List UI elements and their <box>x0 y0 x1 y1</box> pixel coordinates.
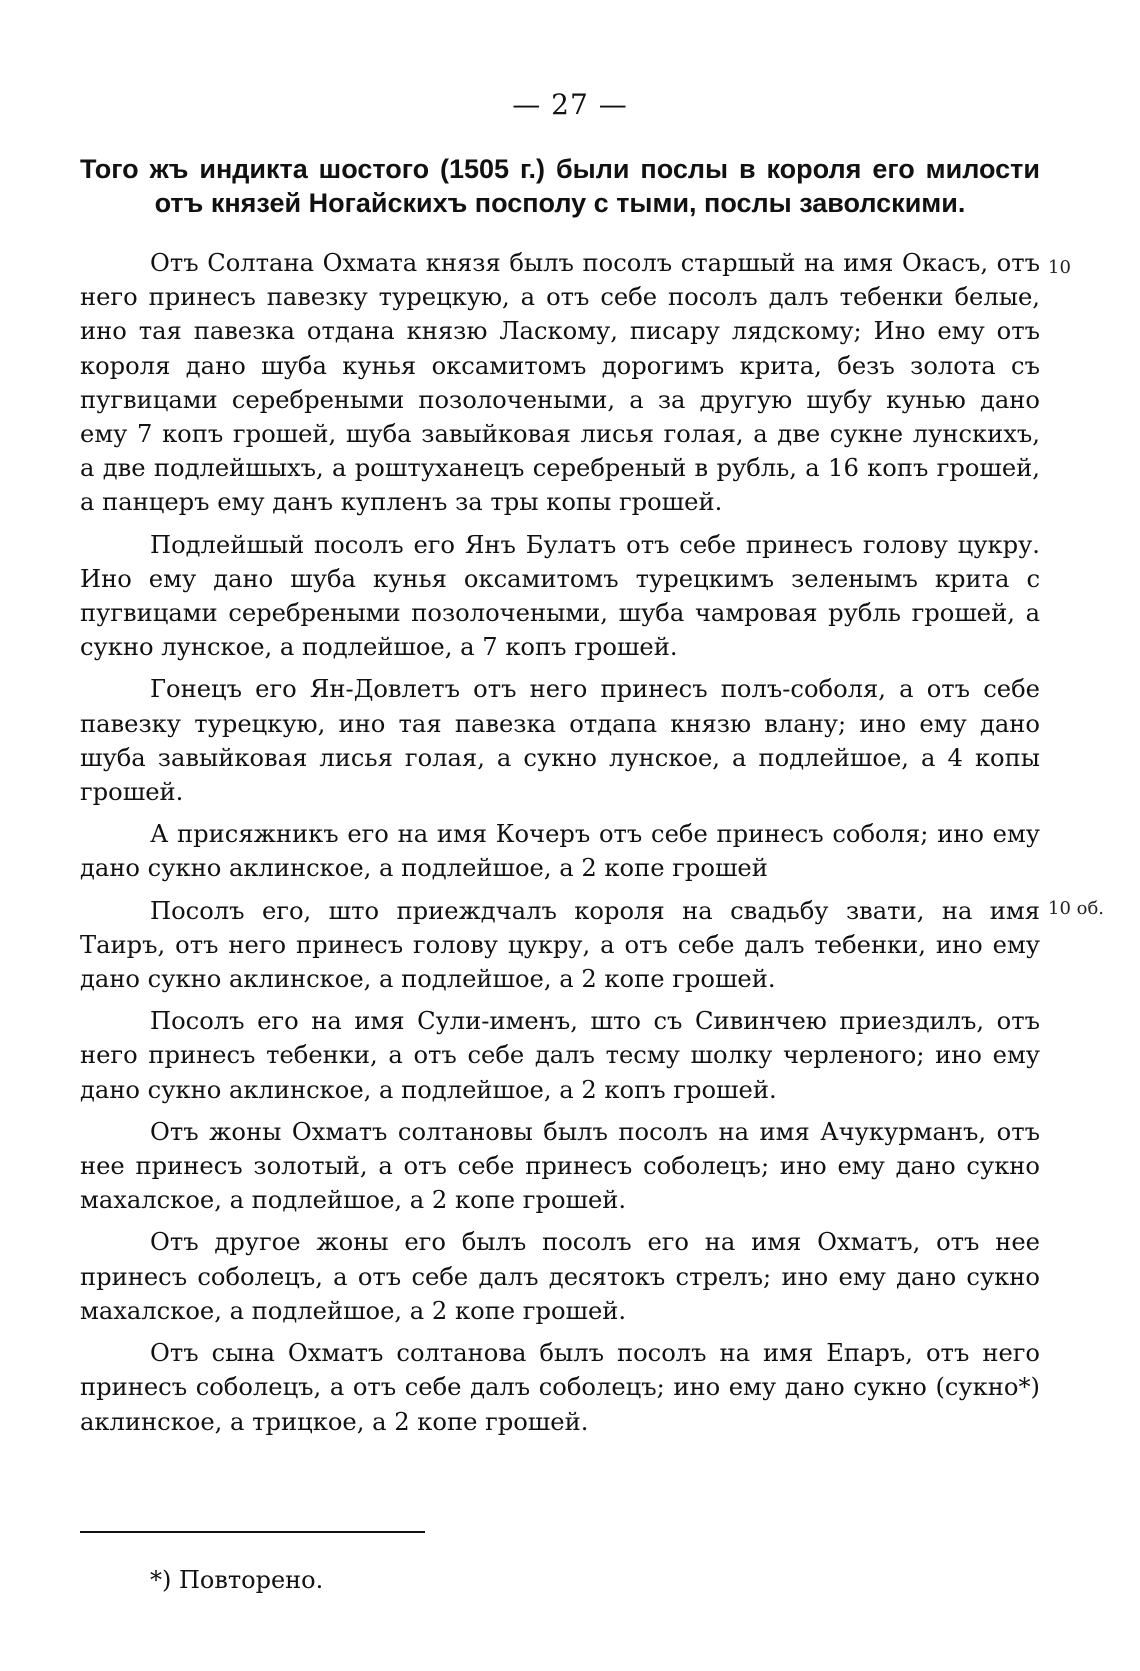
page-number: — 27 — <box>512 88 628 121</box>
paragraph: Отъ другое жоны его былъ посолъ его на имя Охматъ, отъ нее принесъ соболецъ, а отъ себе далъ десятокъ стрелъ; ино ему дано сукно махалское, а подлейшое, а 2 копе грошей. <box>80 1228 1040 1325</box>
margin-note-folio-10-verso: 10 об. <box>1048 898 1105 919</box>
paragraph: Отъ Солтана Охмата князя былъ посолъ старшый на имя Окасъ, отъ него принесъ павезку турецкую, а отъ себе посолъ далъ тебенки белые, ино тая павезка отдана князю Ласкому, писару лядскому; Ино ему отъ короля дано шуба кунья оксамитомъ дорогимъ крита, безъ золота съ пугвицами серебреными позолочеными, а за другую шубу кунью дано ему 7 копъ грошей, шуба завыйковая лисья голая, а две сукне лунскихъ, а две подлейшыхъ, а роштуханецъ серебреный в рубль, а 16 копъ грошей, а панцеръ ему данъ купленъ за тры копы грошей. <box>80 249 1040 517</box>
footnote: *) Повторено. <box>150 1566 324 1594</box>
margin-note-folio-10: 10 <box>1048 257 1071 278</box>
paragraph: А присяжникъ его на имя Кочеръ отъ себе принесъ соболя; ино ему дано сукно аклинское, а подлейшое, а 2 копе грошей <box>80 820 1040 883</box>
footnote-divider <box>80 1531 425 1533</box>
page-heading: Того жъ индикта шостого (1505 г.) были послы в короля его милости отъ князей Ногайскихъ посполу с тыми, послы заволскими. <box>80 154 1040 218</box>
paragraph: Гонецъ его Ян-Довлетъ отъ него принесъ полъ-соболя, а отъ себе павезку турецкую, ино тая павезка отдапа князю влану; ино ему дано шуба завыйковая лисья голая, а сукно лунское, а подлейшое, а 4 копы грошей. <box>80 675 1040 807</box>
paragraph: Посолъ его на имя Сули-именъ, што съ Сивинчею приездилъ, отъ него принесъ тебенки, а отъ себе далъ тесму шолку черленого; ино ему дано сукно аклинское, а подлейшое, а 2 копъ грошей. <box>80 1007 1040 1104</box>
body-text <box>80 246 1040 1447</box>
paragraph: Подлейшый посолъ его Янъ Булатъ отъ себе принесъ голову цукру. Ино ему дано шуба кунья оксамитомъ турецкимъ зеленымъ крита с пугвицами серебреными позолочеными, шуба чамровая рубль грошей, а сукно лунское, а подлейшое, а 7 копъ грошей. <box>80 530 1040 662</box>
paragraph: Отъ жоны Охматъ солтановы былъ посолъ на имя Ачукурманъ, отъ нее принесъ золотый, а отъ себе принесъ соболецъ; ино ему дано сукно махалское, а подлейшое, а 2 копе грошей. <box>80 1117 1040 1215</box>
paragraph: Посолъ его, што приеждчалъ короля на свадьбу звати, на имя Таиръ, отъ него принесъ голову цукру, а отъ себе далъ тебенки, ино ему дано сукно аклинское, а подлейшое, а 2 копе грошей. <box>80 896 1040 994</box>
paragraph: Отъ сына Охматъ солтанова былъ посолъ на имя Епаръ, отъ него принесъ соболецъ, а отъ себе далъ соболецъ; ино ему дано сукно (сукно*) аклинское, а трицкое, а 2 копе грошей. <box>80 1339 1040 1436</box>
